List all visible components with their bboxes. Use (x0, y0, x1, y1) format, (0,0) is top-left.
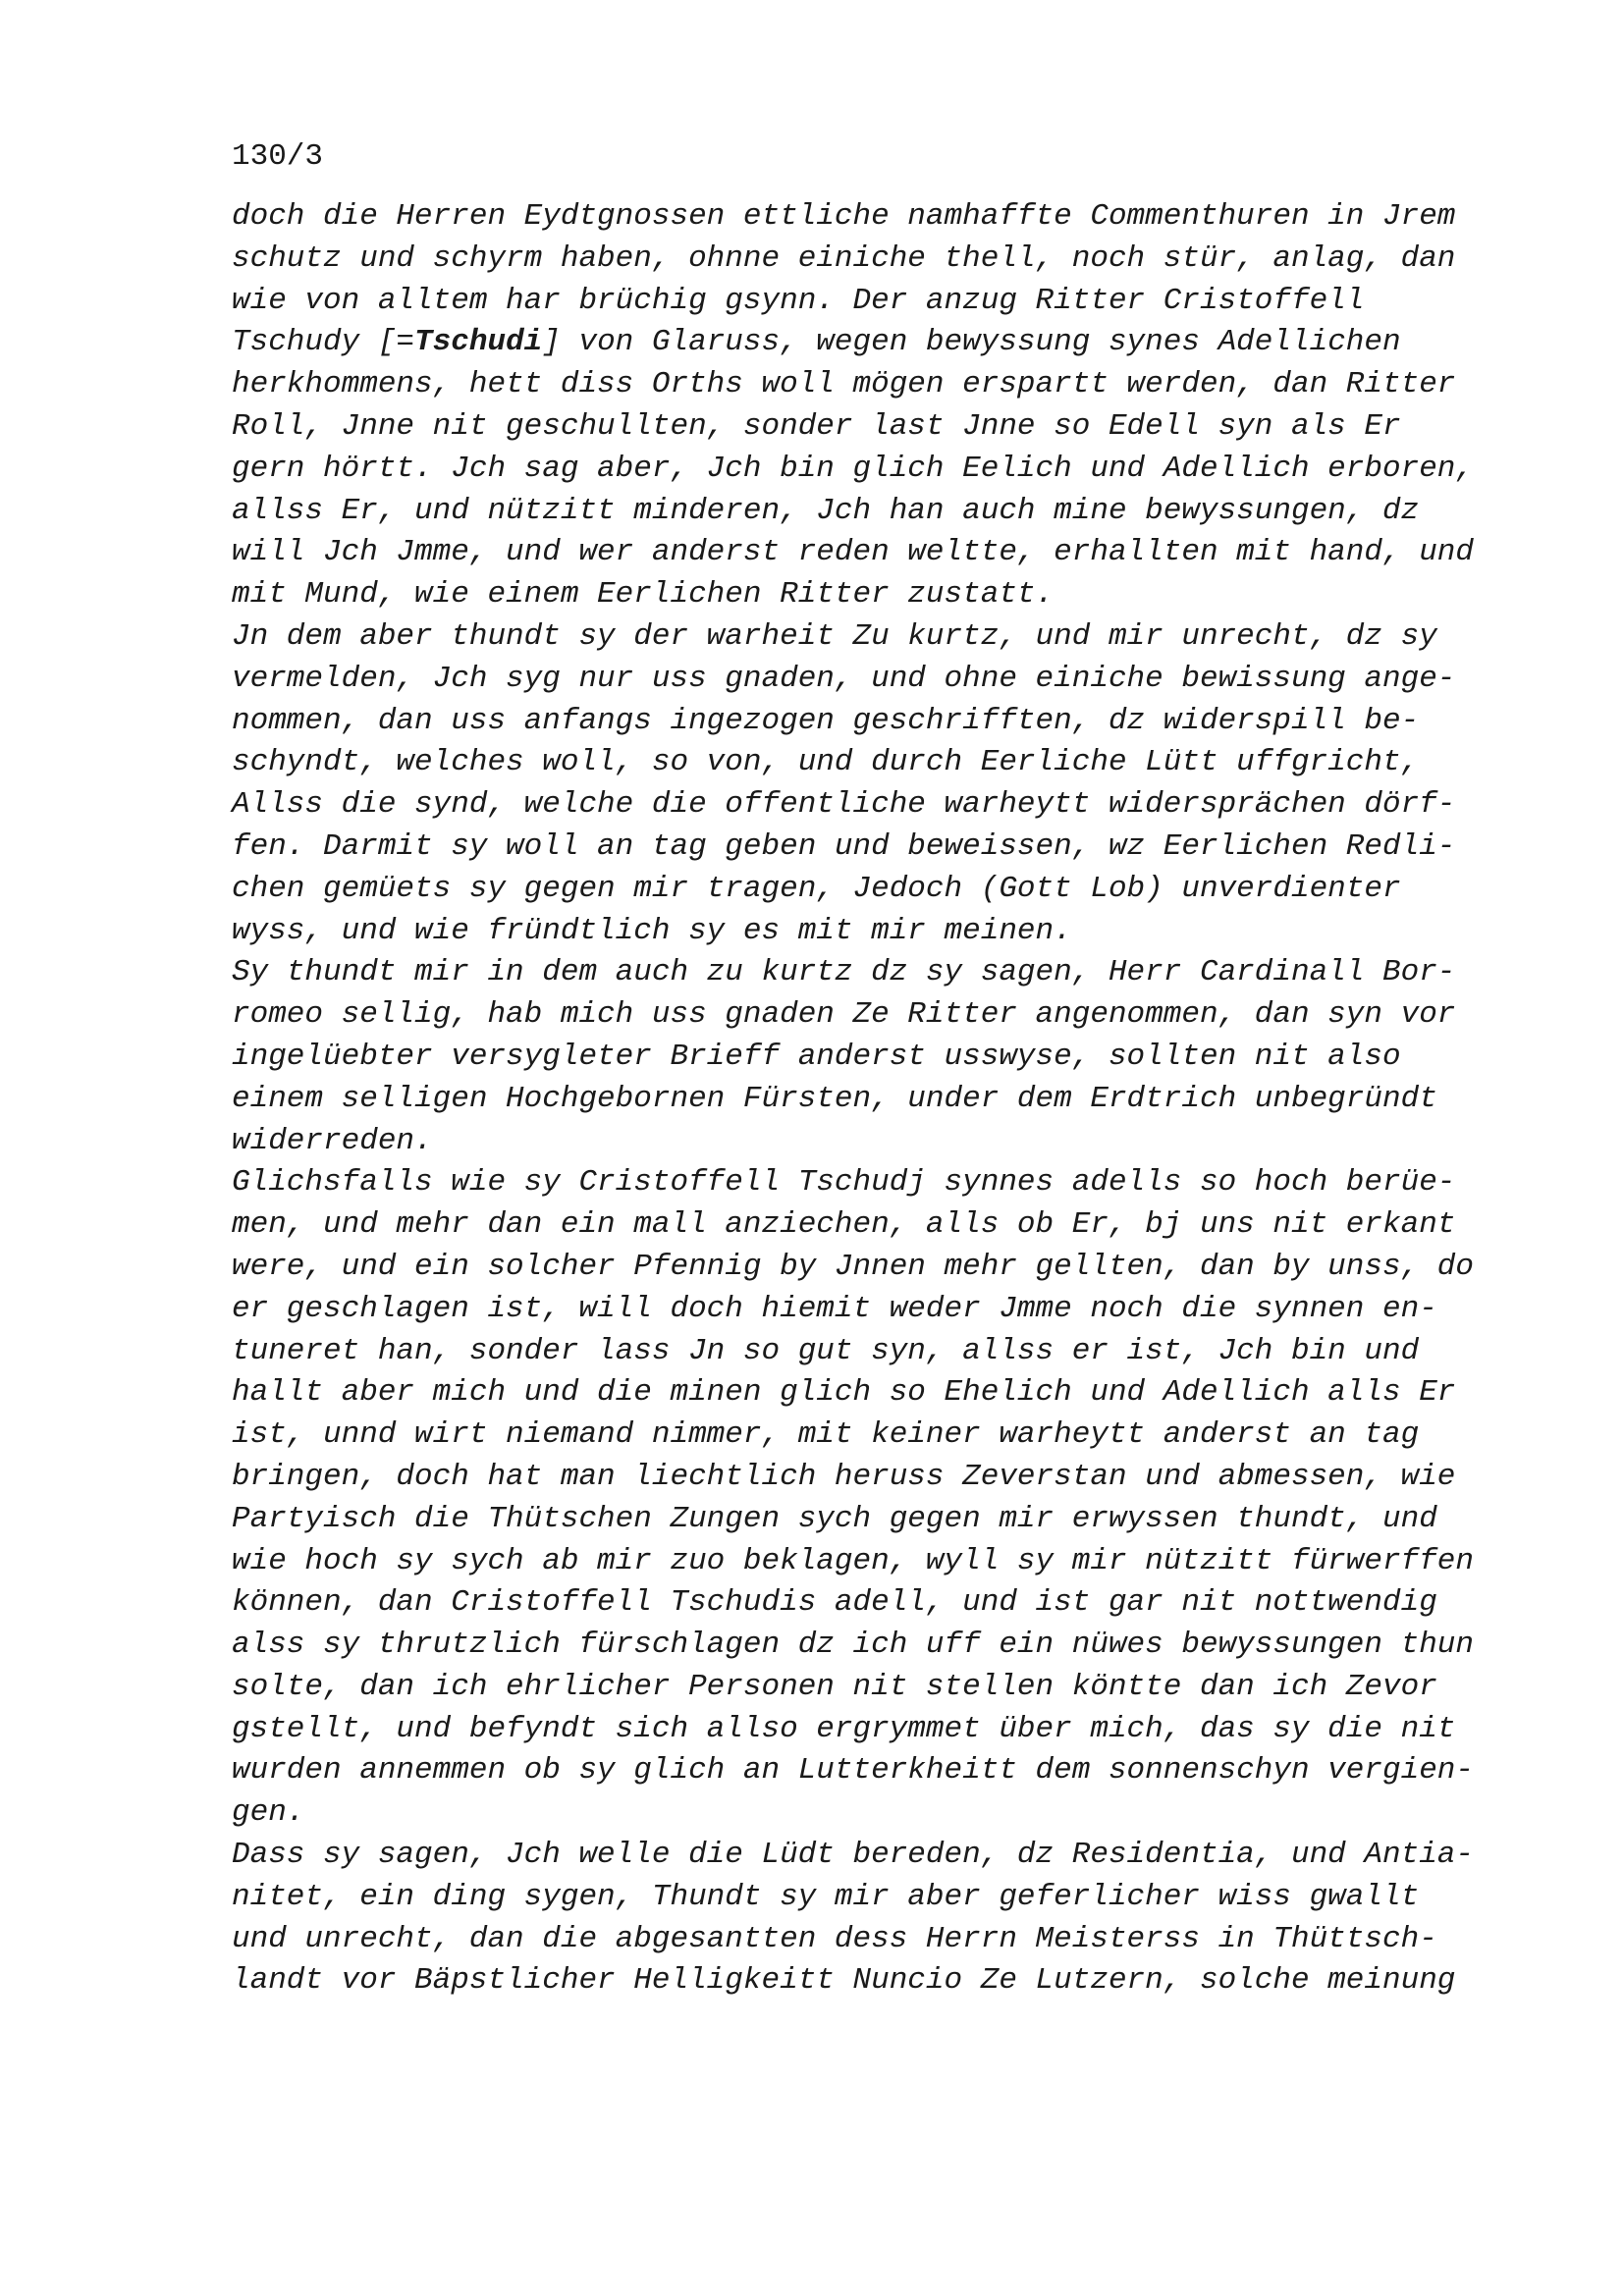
text-line: bringen, doch hat man liechtlich heruss Zeverstan und abmessen, wie (232, 1459, 1456, 1494)
text-line: widerreden. (232, 1123, 433, 1158)
text-line: Dass sy sagen, Jch welle die Lüdt bereden, dz Residentia, und Antia- (232, 1838, 1475, 1873)
text-line: Jn dem aber thundt sy der warheit Zu kurtz, und mir unrecht, dz sy (232, 618, 1437, 654)
text-line: doch die Herren Eydtgnossen ettliche namhaffte Commenthuren in Jrem (232, 199, 1456, 234)
text-line: wie hoch sy sych ab mir zuo beklagen, wyll sy mir nützitt fürwerffen (232, 1543, 1475, 1578)
text-line: solte, dan ich ehrlicher Personen nit stellen köntte dan ich Zevor (232, 1669, 1437, 1704)
page-number: 130/3 (232, 139, 324, 174)
text-line: herkhommens, hett diss Orths woll mögen erspartt werden, dan Ritter (232, 367, 1456, 402)
text-line: ist, unnd wirt niemand nimmer, mit keiner warheytt anderst an tag (232, 1417, 1420, 1453)
text-line: schutz und schyrm haben, ohnne einiche thell, noch stür, anlag, dan (232, 240, 1456, 276)
text-line: mit Mund, wie einem Eerlichen Ritter zustatt. (232, 577, 1055, 613)
text-segment: ] von Glaruss, wegen bewyssung synes Adellichen (542, 325, 1401, 360)
text-line: chen gemüets sy gegen mir tragen, Jedoch (Gott Lob) unverdienter (232, 871, 1401, 906)
text-line: schyndt, welches woll, so von, und durch Eerliche Lütt uffgricht, (232, 745, 1420, 780)
text-line: Sy thundt mir in dem auch zu kurtz dz sy sagen, Herr Cardinall Bor- (232, 955, 1456, 990)
text-line: ingelüebter versygleter Brieff anderst usswyse, sollten nit also (232, 1039, 1401, 1074)
text-line: gen. (232, 1795, 305, 1831)
text-line: men, und mehr dan ein mall anziechen, alls ob Er, bj uns nit erkant (232, 1207, 1456, 1243)
text-line: were, und ein solcher Pfennig by Jnnen mehr gellten, dan by unss, do (232, 1249, 1475, 1284)
text-line: will Jch Jmme, und wer anderst reden weltte, erhallten mit hand, und (232, 535, 1475, 570)
text-line: wie von alltem har brüchig gsynn. Der anzug Ritter Cristoffell (232, 283, 1365, 318)
text-line: und unrecht, dan die abgesantten dess Herrn Meisterss in Thüttsch- (232, 1921, 1437, 1956)
text-line: Roll, Jnne nit geschullten, sonder last Jnne so Edell syn als Er (232, 408, 1401, 444)
text-line: romeo sellig, hab mich uss gnaden Ze Ritter angenommen, dan syn vor (232, 997, 1456, 1033)
text-line: Allss die synd, welche die offentliche warheytt widersprächen dörf- (232, 787, 1456, 823)
text-segment: Tschudy [= (232, 325, 415, 360)
body-text (232, 196, 1508, 2002)
text-line: nitet, ein ding sygen, Thundt sy mir aber geferlicher wiss gwallt (232, 1879, 1420, 1914)
text-line (232, 322, 1508, 364)
text-line: können, dan Cristoffell Tschudis adell, und ist gar nit nottwendig (232, 1585, 1437, 1621)
text-line: nommen, dan uss anfangs ingezogen geschrifften, dz widerspill be- (232, 703, 1420, 738)
text-line: wurden annemmen ob sy glich an Lutterkheitt dem sonnenschyn vergien- (232, 1753, 1475, 1789)
text-line: fen. Darmit sy woll an tag geben und beweissen, wz Eerlichen Redli- (232, 828, 1456, 864)
text-line: alss sy thrutzlich fürschlagen dz ich uff ein nüwes bewyssungen thun (232, 1628, 1475, 1663)
text-line: tuneret han, sonder lass Jn so gut syn, allss er ist, Jch bin und (232, 1333, 1420, 1368)
text-line: Glichsfalls wie sy Cristoffell Tschudj synnes adells so hoch berüe- (232, 1165, 1456, 1201)
text-line: er geschlagen ist, will doch hiemit weder Jmme noch die synnen en- (232, 1291, 1437, 1326)
bold-name: Tschudi (414, 325, 543, 360)
text-line: vermelden, Jch syg nur uss gnaden, und ohne einiche bewissung ange- (232, 661, 1456, 696)
text-line: gern hörtt. Jch sag aber, Jch bin glich Eelich und Adellich erboren, (232, 451, 1475, 486)
text-line: allss Er, und nützitt minderen, Jch han auch mine bewyssungen, dz (232, 493, 1420, 528)
text-line: Partyisch die Thütschen Zungen sych gegen mir erwyssen thundt, und (232, 1501, 1437, 1536)
text-line: hallt aber mich und die minen glich so Ehelich und Adellich alls Er (232, 1375, 1456, 1411)
text-line: wyss, und wie fründtlich sy es mit mir meinen. (232, 913, 1072, 948)
text-line: landt vor Bäpstlicher Helligkeitt Nuncio Ze Lutzern, solche meinung (232, 1963, 1456, 1999)
text-line: einem selligen Hochgebornen Fürsten, under dem Erdtrich unbegründt (232, 1081, 1437, 1116)
text-line: gstellt, und befyndt sich allso ergrymmet über mich, das sy die nit (232, 1711, 1456, 1746)
